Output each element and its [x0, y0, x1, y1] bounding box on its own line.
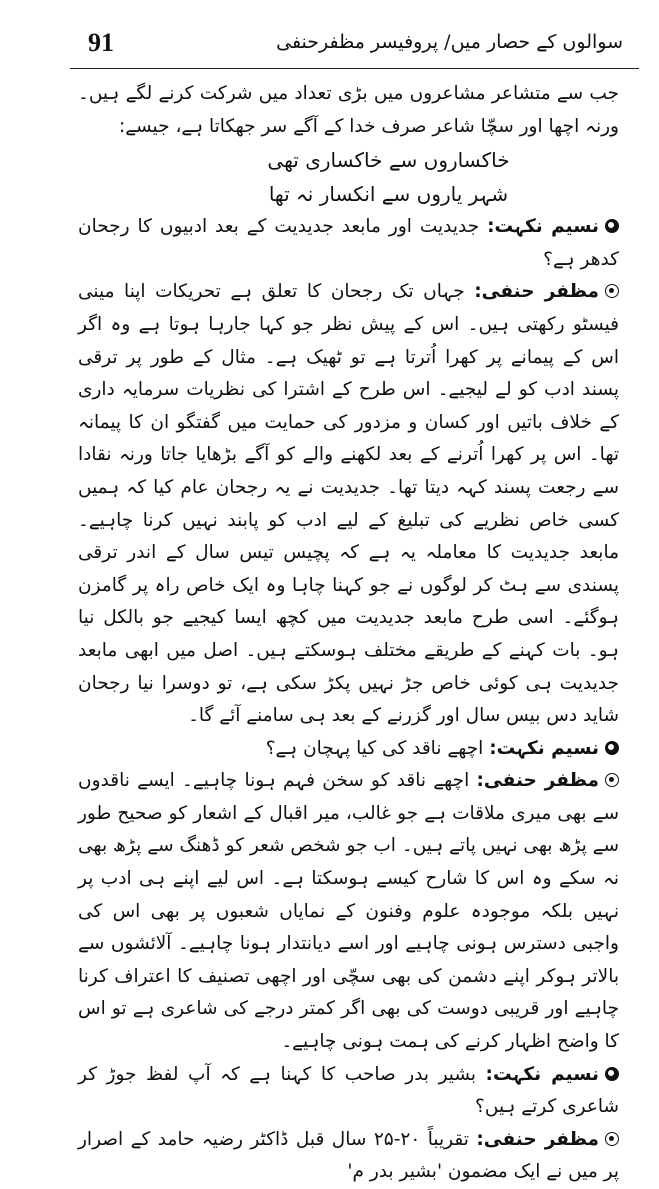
running-head: سوالوں کے حصار میں/ پروفیسر مظفرحنفی — [276, 31, 623, 53]
answer-1 — [78, 276, 619, 732]
question-text: جدیدیت اور مابعد جدیدیت کے بعد ادبیوں کا رجحان کدھر ہے؟ — [78, 216, 619, 270]
answer-marker-icon — [605, 284, 619, 298]
question-text: اچھے ناقد کی کیا پہچان ہے؟ — [265, 737, 484, 759]
speaker-label: نسیم نکہت: — [485, 1063, 599, 1085]
speaker-label: مظفر حنفی: — [476, 770, 599, 792]
answer-text: جہاں تک رجحان کا تعلق ہے تحریکات اپنا مینی فیسٹو رکھتی ہیں۔ اس کے پیش نظر جو کہا جارہا ہوتا ہے وہ اگر اس کے پیمانے پر کھرا اُترتا ہے تو ٹھیک ہے۔ مثال کے طور پر ترقی پسند ادب کو لے لیجیے۔ اس طرح کے اشترا کی نظریات سرمایہ داری کے خلاف باتیں اور کسان و مزدور کی حمایت میں گفتگو ان کا پیمانہ تھا۔ اس پر کھرا اُترنے کے بعد لکھنے والے کو آگے بڑھایا جاتا ورنہ نقادا سے رجعت پسند کہہ دیتا تھا۔ جدیدیت نے یہ رجحان عام کیا کہ ہمیں کسی خاص نظریے کی تبلیغ کے لیے ادب کو پابند نہیں کرنا چاہیے۔ مابعد جدیدیت کا معاملہ یہ ہے کہ پچیس تیس سال کے اندر ترقی پسندی سے ہٹ کر لوگوں نے جو کہنا چاہا وہ ایک خاص راہ پر گامزن ہوگئے۔ اسی طرح مابعد جدیدیت میں کچھ ایسا کیجیے جو بالکل نیا ہو۔ بات کہنے کے طریقے مختلف ہوسکتے ہیں۔ اصل میں ابھی مابعد جدیدیت ہی کوئی خاص جڑ نہیں پکڑ سکی ہے، تو دوسرا نیا رجحان شاید دس بیس سال اور گزرنے کے بعد ہی سامنے آئے گا۔ — [78, 281, 619, 727]
answer-2 — [78, 765, 619, 1058]
question-marker-icon — [605, 219, 619, 233]
speaker-label: مظفر حنفی: — [476, 1128, 599, 1150]
speaker-label: نسیم نکہت: — [487, 216, 599, 238]
question-marker-icon — [605, 741, 619, 755]
verse-line-2: شہر یاروں سے انکسار نہ تھا — [268, 182, 509, 207]
body-text — [78, 78, 619, 1189]
verse-line-1: خاکساروں سے خاکساری تھی — [267, 148, 510, 173]
question-3 — [78, 1059, 619, 1124]
answer-text: اچھے ناقد کو سخن فہم ہونا چاہیے۔ ایسے ناقدوں سے بھی میری ملاقات ہے جو غالب، میر اقبال کے اشعار کو صحیح طور سے پڑھ بھی نہیں پاتے ہیں۔ اب جو شخص شعر کو ڈھنگ سے پڑھ بھی نہ سکے وہ اس کا شارح کیسے ہوسکتا ہے۔ اس لیے اپنے ہی ادب پر نہیں بلکہ موجودہ علوم وفنون کے نمایاں شعبوں پر بھی اس کی واجبی دسترس ہونی چاہیے اور اسے دیانتدار ہونا چاہیے۔ آلائشوں سے بالاتر ہوکر اپنے دشمن کی بھی سچّی اور اچھی تصنیف کا اعتراف کرنا چاہیے اور قریبی دوست کی بھی اگر کمتر درجے کی شاعری ہے تو اس کا واضح اظہار کرنے کی ہمت ہونی چاہیے۔ — [78, 770, 619, 1053]
speaker-label: مظفر حنفی: — [474, 281, 599, 303]
question-1 — [78, 211, 619, 276]
answer-marker-icon — [605, 1132, 619, 1146]
question-marker-icon — [605, 1067, 619, 1081]
answer-3 — [78, 1124, 619, 1189]
answer-text: تقریباً ۲۰-۲۵ سال قبل ڈاکٹر رضیہ حامد کے اصرار پر میں نے ایک مضمون 'بشیر بدر م' — [78, 1128, 619, 1183]
header-rule — [70, 68, 639, 69]
intro-paragraph: جب سے متشاعر مشاعروں میں بڑی تعداد میں شرکت کرنے لگے ہیں۔ ورنہ اچھا اور سچّا شاعر صرف خدا کے آگے سر جھکاتا ہے، جیسے: — [78, 83, 619, 137]
question-text: بشیر بدر صاحب کا کہنا ہے کہ آپ لفظ جوڑ کر شاعری کرتے ہیں؟ — [78, 1063, 619, 1118]
question-2 — [78, 733, 619, 766]
answer-marker-icon — [605, 773, 619, 787]
page-number: 91 — [88, 28, 114, 57]
speaker-label: نسیم نکہت: — [489, 737, 599, 759]
